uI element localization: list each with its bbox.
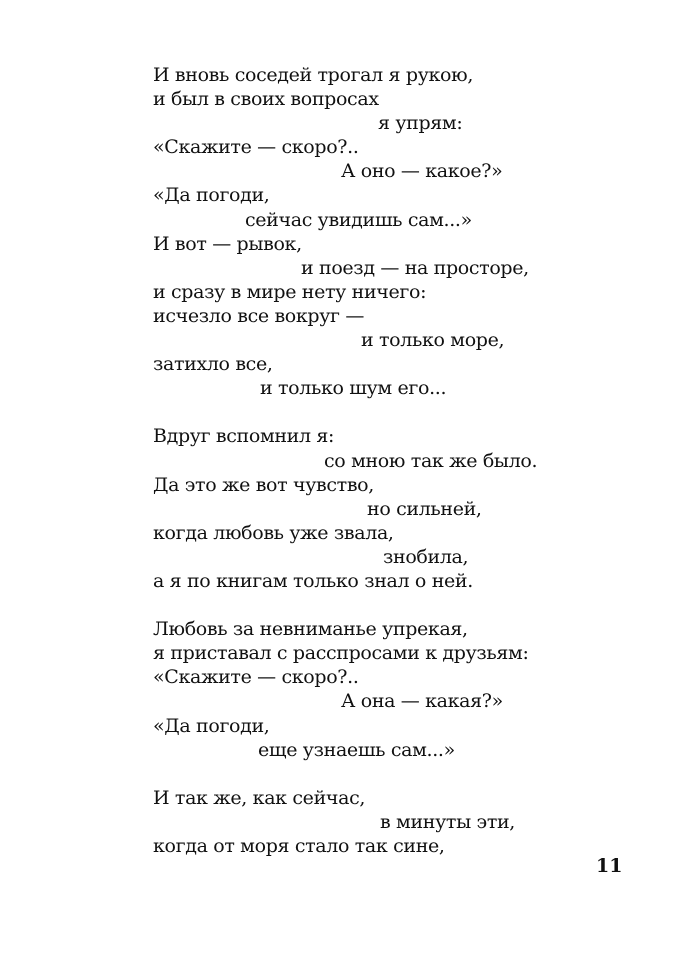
poem-line: затихло все, xyxy=(153,353,273,376)
stanza-1 xyxy=(153,63,573,400)
stanza-3 xyxy=(153,617,573,762)
stanza-gap xyxy=(153,762,573,786)
poem-line: я приставал с расспросами к друзьям: xyxy=(153,642,529,665)
poem-line: а я по книгам только знал о ней. xyxy=(153,569,473,592)
page-number: 11 xyxy=(596,855,623,877)
poem-line: со мною так же было. xyxy=(324,449,538,472)
poem-line: И вот — рывок, xyxy=(153,232,302,255)
poem-line: и только шум его... xyxy=(260,377,447,400)
stanza-gap xyxy=(153,400,573,424)
poem-line: когда от моря стало так сине, xyxy=(153,835,445,857)
stanza-gap xyxy=(153,593,573,617)
poem-line: сейчас увидишь сам...» xyxy=(245,208,472,231)
poem-line: «Да погоди, xyxy=(153,184,270,207)
poem-line: знобила, xyxy=(383,545,469,568)
poem-line: Да это же вот чувство, xyxy=(153,473,374,496)
poem-line: в минуты эти, xyxy=(380,810,515,833)
poem-line: когда любовь уже звала, xyxy=(153,521,394,544)
poem-line: еще узнаешь сам...» xyxy=(258,738,455,761)
poem-line: и был в своих вопросах xyxy=(153,88,379,111)
poem-line: и только море, xyxy=(361,329,505,352)
poem-line: А она — какая?» xyxy=(341,690,503,713)
poem-line: Любовь за невниманье упрекая, xyxy=(153,618,468,641)
poem-line: и сразу в мире нету ничего: xyxy=(153,280,427,303)
poem-line: я упрям: xyxy=(378,112,463,135)
poem-line: И вновь соседей трогал я рукою, xyxy=(153,64,474,86)
stanza-4 xyxy=(153,786,573,858)
poem-line: А оно — какое?» xyxy=(341,160,503,183)
poem-line: Вдруг вспомнил я: xyxy=(153,425,335,448)
poem-line: «Да погоди, xyxy=(153,714,270,737)
poem-line: «Скажите — скоро?.. xyxy=(153,136,359,159)
poem-line: И так же, как сейчас, xyxy=(153,786,366,809)
poem-line: и поезд — на просторе, xyxy=(301,256,529,279)
poem-line: но сильней, xyxy=(367,497,482,520)
poem-line: исчезло все вокруг — xyxy=(153,304,364,327)
poem-text xyxy=(153,63,573,858)
poem-line: «Скажите — скоро?.. xyxy=(153,666,359,689)
stanza-2 xyxy=(153,424,573,593)
